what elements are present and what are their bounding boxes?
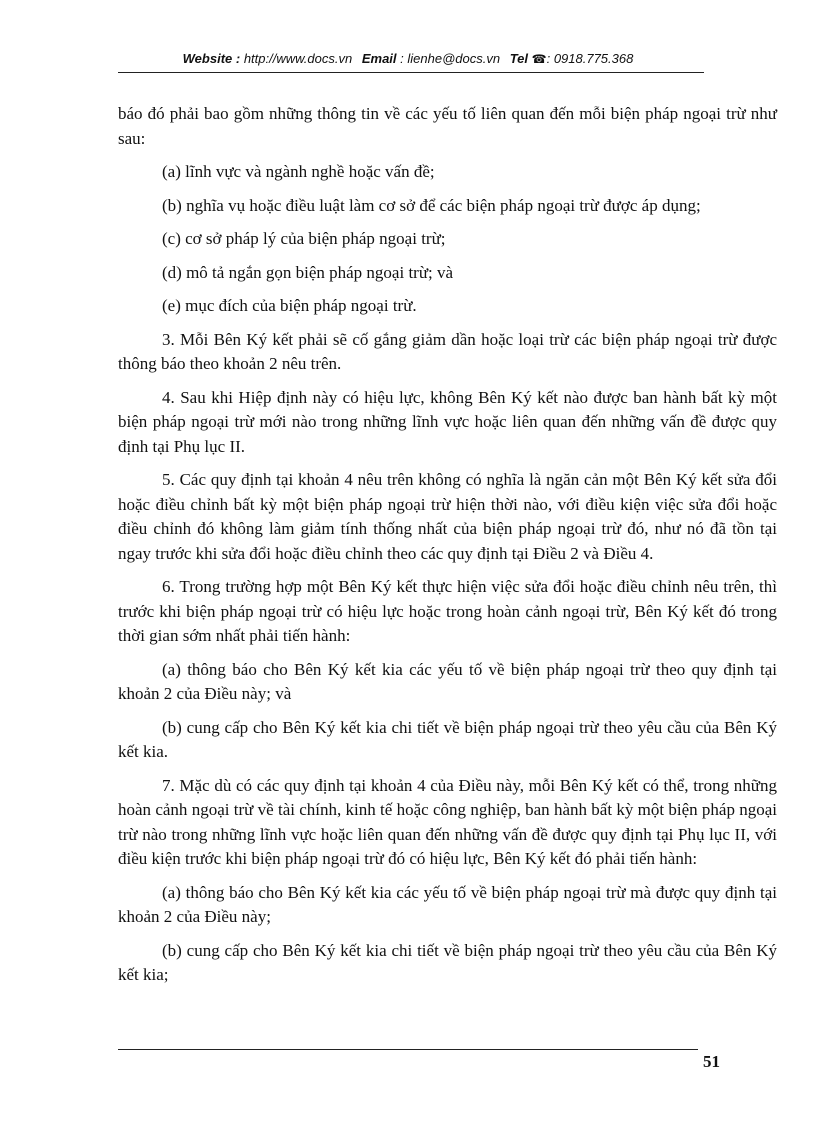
paragraph: 4. Sau khi Hiệp định này có hiệu lực, không Bên Ký kết nào được ban hành bất kỳ một biện pháp ngoại trừ mới nào trong những lĩnh vực hoặc liên quan đến những vấn đề được quy định tại Phụ lục II.: [118, 387, 777, 456]
paragraph: (c) cơ sở pháp lý của biện pháp ngoại trừ;: [162, 229, 446, 248]
paragraph: (a) thông báo cho Bên Ký kết kia các yếu tố về biện pháp ngoại trừ theo quy định tại khoản 2 của Điều này; và: [118, 659, 777, 703]
paragraph: (a) lĩnh vực và ngành nghề hoặc vấn đề;: [162, 162, 435, 181]
website-link[interactable]: http://www.docs.vn: [243, 51, 353, 66]
paragraph: 5. Các quy định tại khoản 4 nêu trên không có nghĩa là ngăn cản một Bên Ký kết sửa đổi hoặc điều chỉnh bất kỳ một biện pháp ngoại trừ hiện thời nào, với điều kiện việc sửa đổi hoặc điều chỉnh đó không làm giảm tính thống nhất của biện pháp ngoại trừ đó, như nó đã tồn tại ngay trước khi sửa đổi hoặc điều chỉnh theo các quy định tại Điều 2 và Điều 4.: [118, 470, 777, 563]
paragraph: (e) mục đích của biện pháp ngoại trừ.: [162, 296, 417, 315]
paragraph: (b) cung cấp cho Bên Ký kết kia chi tiết về biện pháp ngoại trừ theo yêu cầu của Bên Ký kết kia.: [118, 717, 777, 761]
paragraph: 3. Mỗi Bên Ký kết phải sẽ cố gắng giảm dần hoặc loại trừ các biện pháp ngoại trừ được thông báo theo khoản 2 nêu trên.: [118, 329, 777, 373]
paragraph: 7. Mặc dù có các quy định tại khoản 4 của Điều này, mỗi Bên Ký kết có thể, trong những hoàn cảnh ngoại trừ về tài chính, kinh tế hoặc công nghiệp, ban hành bất kỳ một biện pháp ngoại trừ nào trong những lĩnh vực hoặc liên quan đến những vấn đề được quy định tại Phụ lục II, với điều kiện trước khi biện pháp ngoại trừ đó có hiệu lực, Bên Ký kết đó phải tiến hành:: [118, 775, 777, 868]
document-body: [118, 102, 777, 997]
page-number: 51: [703, 1052, 720, 1071]
paragraph: (d) mô tả ngắn gọn biện pháp ngoại trừ; và: [162, 262, 454, 282]
phone-icon: ☎: [531, 52, 547, 66]
header-divider: [118, 72, 704, 73]
paragraph: báo đó phải bao gồm những thông tin về các yếu tố liên quan đến mỗi biện pháp ngoại trừ như sau:: [118, 104, 777, 148]
page-header: [0, 51, 816, 66]
footer-divider: [118, 1049, 698, 1050]
email-link[interactable]: : lienhe@docs.vn: [400, 51, 501, 66]
tel-label: Tel: [509, 51, 529, 66]
paragraph: (b) cung cấp cho Bên Ký kết kia chi tiết về biện pháp ngoại trừ theo yêu cầu của Bên Ký kết kia;: [118, 940, 777, 984]
paragraph: (a) thông báo cho Bên Ký kết kia các yếu tố về biện pháp ngoại trừ mà được quy định tại khoản 2 của Điều này;: [118, 882, 777, 926]
paragraph: (b) nghĩa vụ hoặc điều luật làm cơ sở để các biện pháp ngoại trừ được áp dụng;: [162, 195, 701, 215]
website-label: Website :: [182, 51, 241, 66]
email-label: Email: [361, 51, 397, 66]
tel-value: : 0918.775.368: [546, 51, 634, 66]
paragraph: 6. Trong trường hợp một Bên Ký kết thực hiện việc sửa đổi hoặc điều chỉnh nêu trên, thì trước khi biện pháp ngoại trừ có hiệu lực hoặc trong hoàn cảnh ngoại trừ, Bên Ký kết đó trong thời gian sớm nhất phải tiến hành:: [118, 577, 777, 645]
